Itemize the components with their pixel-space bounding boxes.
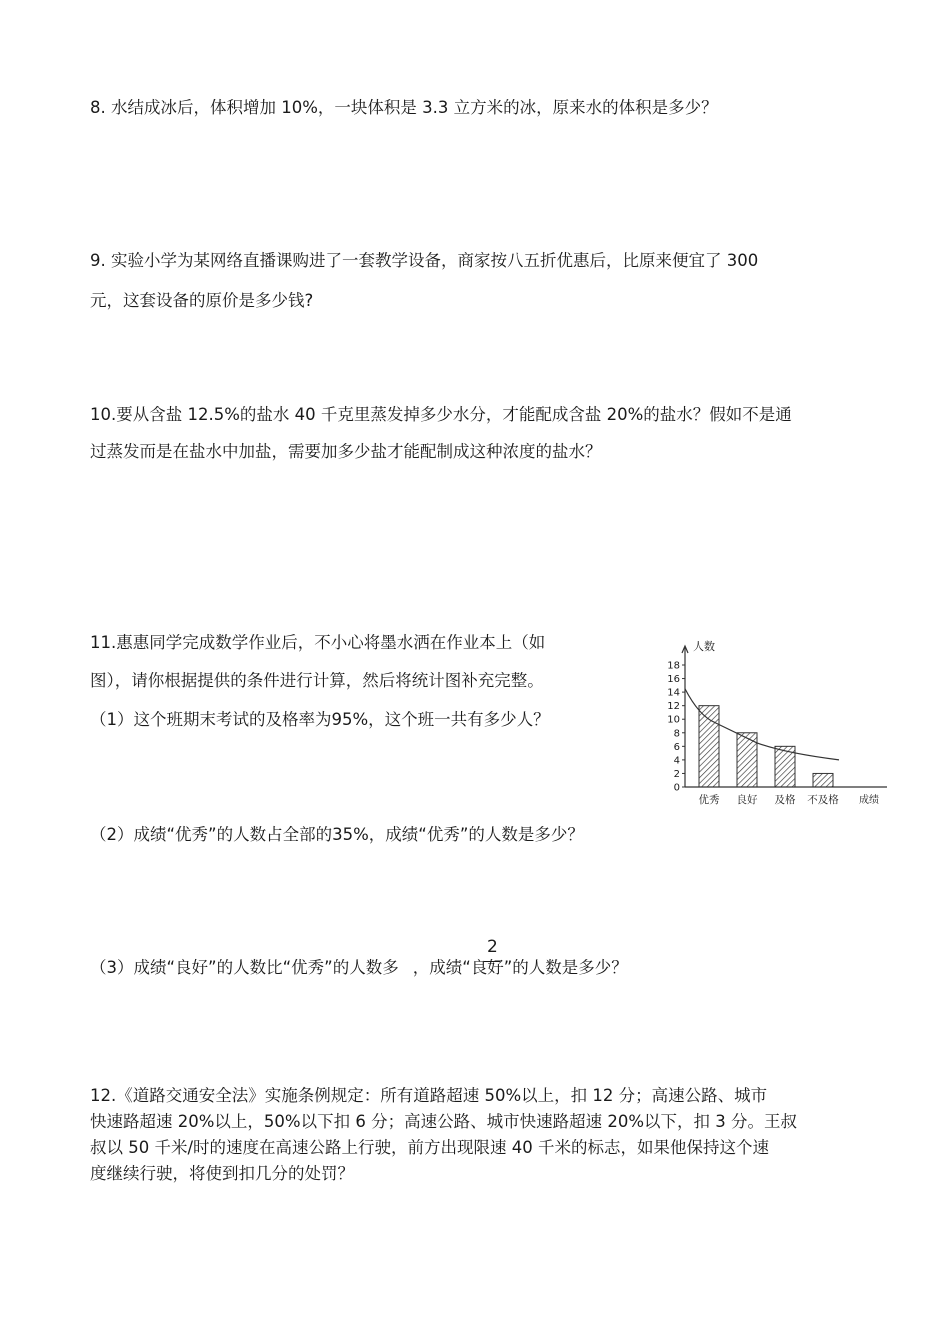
y-tick-label: 14 — [667, 687, 680, 699]
y-tick-label: 4 — [673, 755, 680, 767]
x-tick-label: 不及格 — [807, 794, 839, 806]
x-tick-label: 良好 — [736, 794, 758, 806]
x-tick-label: 优秀 — [698, 794, 720, 806]
y-tick-label: 18 — [667, 660, 680, 672]
q12-text-line-3: 叔以 50 千米/时的速度在高速公路上行驶，前方出现限速 40 千米的标志，如果他保持这个速 — [90, 1138, 770, 1157]
q9-text-line-1: 9. 实验小学为某网络直播课购进了一套教学设备，商家按八五折优惠后，比原来便宜了 300 — [90, 251, 759, 270]
y-tick-label: 0 — [673, 782, 680, 794]
fraction-bar — [484, 961, 500, 962]
q11-text-line-1: 11.惠惠同学完成数学作业后，不小心将墨水洒在作业本上（如 — [90, 633, 546, 652]
bar-0 — [699, 706, 719, 787]
q12-text-line-1: 12.《道路交通安全法》实施条例规定：所有道路超速 50%以上，扣 12 分；高速公路、城市 — [90, 1086, 768, 1105]
q11-sub-3-before: （3）成绩“良好”的人数比“优秀”的人数多 — [90, 958, 399, 977]
q9-text-line-2: 元，这套设备的原价是多少钱? — [90, 291, 314, 310]
x-tick-label: 及格 — [774, 794, 796, 806]
y-tick-label: 6 — [673, 741, 680, 753]
q11-sub-2: （2）成绩“优秀”的人数占全部的35%，成绩“优秀”的人数是多少？ — [90, 825, 584, 844]
statistics-chart — [655, 635, 895, 810]
q11-sub-3 — [90, 957, 628, 979]
y-tick-label: 10 — [667, 714, 680, 726]
y-axis-label: 人数 — [693, 640, 715, 653]
q12-text-line-2: 快速路超速 20%以上，50%以下扣 6 分；高速公路、城市快速路超速 20%以下，扣 3 分。王叔 — [90, 1112, 797, 1131]
q11-text-line-2: 图），请你根据提供的条件进行计算，然后将统计图补充完整。 — [90, 671, 544, 690]
q11-sub-1: （1）这个班期末考试的及格率为95%，这个班一共有多少人？ — [90, 710, 550, 729]
q8-text-line-1: 8. 水结成冰后，体积增加 10%，一块体积是 3.3 立方米的冰，原来水的体积是多少？ — [90, 98, 718, 117]
x-axis-label: 成绩 — [859, 795, 879, 806]
fraction-numerator: 2 — [487, 937, 498, 957]
q11-sub-3-after: ，成绩“良好”的人数是多少？ — [412, 958, 628, 977]
bar-3 — [813, 773, 833, 787]
q10-text-line-1: 10.要从含盐 12.5%的盐水 40 千克里蒸发掉多少水分，才能配成含盐 20%的盐水？假如不是通 — [90, 405, 792, 424]
y-tick-label: 16 — [667, 674, 680, 686]
y-tick-label: 8 — [673, 728, 680, 740]
y-tick-label: 2 — [673, 768, 680, 780]
q12-text-line-4: 度继续行驶，将使到扣几分的处罚？ — [90, 1164, 354, 1183]
y-tick-label: 12 — [667, 701, 680, 713]
q10-text-line-2: 过蒸发而是在盐水中加盐，需要加多少盐才能配制成这种浓度的盐水？ — [90, 442, 602, 461]
